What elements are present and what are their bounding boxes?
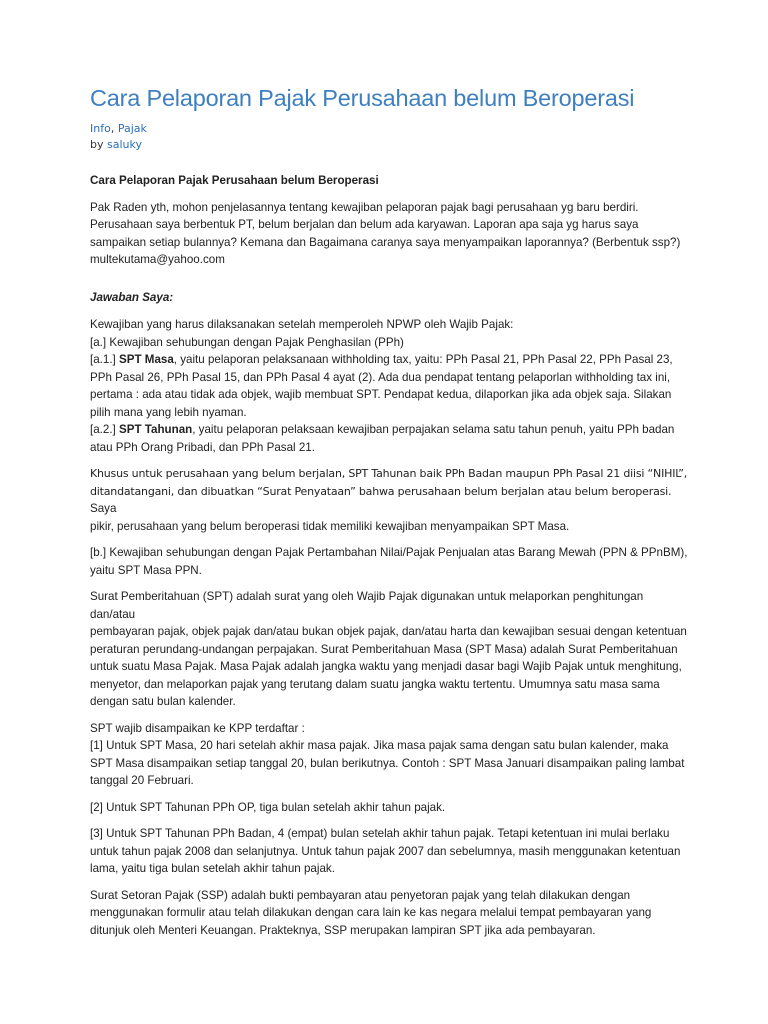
nihil-line: ditandatangani, dan dibuatkan “Surat Penyataan” bahwa perusahaan belum berjalan atau belum beroperasi. Saya	[90, 484, 672, 516]
kpp-line: tanggal 20 Februari.	[90, 774, 194, 788]
spt-def-line: dengan satu bulan kalender.	[90, 695, 236, 709]
page-title: Cara Pelaporan Pajak Perusahaan belum Beroperasi	[90, 85, 635, 111]
author-link[interactable]: saluky	[107, 138, 142, 152]
kpp-paragraph	[90, 720, 690, 790]
item-a2: [a.2.] SPT Tahunan, yaitu pelaporan pelaksaan kewajiban perpajakan selama satu tahun penuh, yaitu PPh badan	[90, 423, 675, 437]
ssp-line: ditunjuk oleh Menteri Keuangan. Prakteknya, SSP merupakan lampiran SPT jika ada pembayaran.	[90, 923, 596, 937]
item-a1-line: pertama : ada atau tidak ada objek, wajib membuat SPT. Pendapat kedua, dilaporkan jika ada objek saja. Silakan	[90, 388, 672, 402]
spt-def-line: Surat Pemberitahuan (SPT) adalah surat yang oleh Wajib Pajak digunakan untuk melaporkan penghitungan dan/atau	[90, 590, 644, 621]
question-email: multekutama@yahoo.com	[90, 253, 225, 267]
question-paragraph	[90, 199, 690, 269]
answer-heading: Jawaban Saya:	[90, 290, 174, 304]
item-a1: [a.1.] SPT Masa, yaitu pelaporan pelaksanaan withholding tax, yaitu: PPh Pasal 21, PPh Pasal 22, PPh Pasal 23,	[90, 353, 673, 367]
item-a1-line: pilih mana yang lebih nyaman.	[90, 405, 247, 419]
item-3-paragraph	[90, 825, 690, 878]
question-line: Perusahaan saya berbentuk PT, belum berjalan dan belum ada karyawan. Laporan apa saja yg harus saya	[90, 218, 639, 232]
post-categories	[90, 121, 690, 137]
spt-masa-label: SPT Masa	[119, 353, 174, 367]
nihil-line: pikir, perusahaan yang belum beroperasi tidak memiliki kewajiban menyampaikan SPT Masa.	[90, 519, 570, 533]
item-2-paragraph: [2] Untuk SPT Tahunan PPh OP, tiga bulan setelah akhir tahun pajak.	[90, 800, 446, 814]
question-line: Pak Raden yth, mohon penjelasannya tentang kewajiban pelaporan pajak bagi perusahaan yg baru berdiri.	[90, 200, 639, 214]
nihil-paragraph	[90, 465, 690, 535]
article	[90, 84, 690, 939]
item-b-paragraph	[90, 544, 690, 579]
question-heading: Cara Pelaporan Pajak Perusahaan belum Beroperasi	[90, 174, 379, 188]
item-b-line: yaitu SPT Masa PPN.	[90, 563, 202, 577]
category-link-pajak[interactable]: Pajak	[117, 122, 147, 136]
item-3-line: [3] Untuk SPT Tahunan PPh Badan, 4 (empat) bulan setelah akhir tahun pajak. Tetapi ketentuan ini mulai berlaku	[90, 827, 670, 841]
item-a: [a.] Kewajiban sehubungan dengan Pajak Penghasilan (PPh)	[90, 335, 404, 349]
item-a2-line: atau PPh Orang Pribadi, dan PPh Pasal 21.	[90, 440, 315, 454]
ssp-line: menggunakan formulir atau telah dilakukan dengan cara lain ke kas negara melalui tempat pembayaran yang	[90, 906, 652, 920]
item-3-line: untuk tahun pajak 2008 dan selanjutnya. Untuk tahun pajak 2007 dan sebelumnya, masih menggunakan ketentuan	[90, 844, 681, 858]
byline-label: by	[90, 138, 104, 152]
answer-obligations	[90, 316, 690, 456]
kpp-line: [1] Untuk SPT Masa, 20 hari setelah akhir masa pajak. Jika masa pajak sama dengan satu bulan kalender, maka	[90, 739, 669, 753]
ssp-line: Surat Setoran Pajak (SSP) adalah bukti pembayaran atau penyetoran pajak yang telah dilakukan dengan	[90, 888, 631, 902]
spt-def-line: peraturan perundang-undangan perpajakan. Surat Pemberitahuan Masa (SPT Masa) adalah Surat Pemberitahuan	[90, 642, 678, 656]
category-separator: ,	[110, 122, 118, 136]
kpp-line: SPT Masa disampaikan setiap tanggal 20, bulan berikutnya. Contoh : SPT Masa Januari disampaikan paling lambat	[90, 756, 685, 770]
ssp-paragraph	[90, 887, 690, 940]
spt-tahunan-label: SPT Tahunan	[119, 423, 193, 437]
category-link-info[interactable]: Info	[90, 122, 111, 136]
spt-definition-paragraph	[90, 588, 690, 711]
item-a1-line: PPh Pasal 26, PPh Pasal 15, dan PPh Pasal 4 ayat (2). Ada dua pendapat tentang pelaporlan withholding tax ini,	[90, 370, 671, 384]
spt-def-line: untuk suatu Masa Pajak. Masa Pajak adalah jangka waktu yang menjadi dasar bagi Wajib Pajak untuk menghitung,	[90, 660, 682, 674]
nihil-line: Khusus untuk perusahaan yang belum berjalan, SPT Tahunan baik PPh Badan maupun PPh Pasal 21 diisi “NIHIL”,	[90, 467, 688, 481]
spt-def-line: menyetor, dan melaporkan pajak yang terutang dalam suatu jangka waktu tertentu. Umumnya satu masa sama	[90, 677, 660, 691]
item-3-line: lama, yaitu tiga bulan setelah akhir tahun pajak.	[90, 862, 335, 876]
answer-intro: Kewajiban yang harus dilaksanakan setelah memperoleh NPWP oleh Wajib Pajak:	[90, 318, 514, 332]
question-line: sampaikan setiap bulannya? Kemana dan Bagaimana caranya saya menyampaikan laporannya? (Berbentuk ssp?)	[90, 235, 681, 249]
kpp-line: SPT wajib disampaikan ke KPP terdaftar :	[90, 721, 305, 735]
post-byline	[90, 137, 690, 153]
spt-def-line: pembayaran pajak, objek pajak dan/atau bukan objek pajak, dan/atau harta dan kewajiban sesuai dengan ketentuan	[90, 625, 687, 639]
item-b-line: [b.] Kewajiban sehubungan dengan Pajak Pertambahan Nilai/Pajak Penjualan atas Barang Mewah (PPN & PPnBM),	[90, 546, 688, 560]
